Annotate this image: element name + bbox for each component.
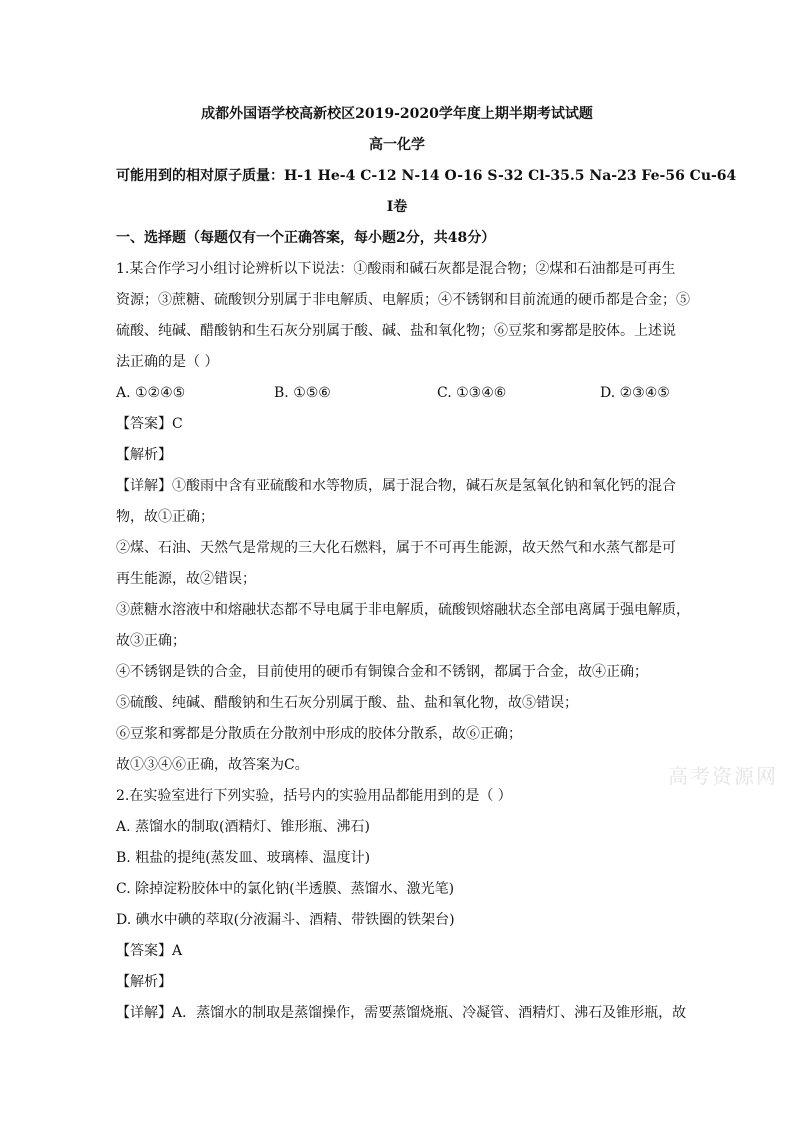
q1-detail-line: ②煤、石油、天然气是常规的三大化石燃料，属于不可再生能源，故天然气和水蒸气都是可 [116, 540, 676, 556]
q1-detail-line: 故③正确； [116, 633, 186, 649]
q1-detail-line: 故①③④⑥正确，故答案为C。 [116, 757, 309, 773]
q1-detail-line: ⑤硫酸、纯碱、醋酸钠和生石灰分别属于酸、盐、盐和氧化物，故⑤错误； [116, 695, 578, 711]
q1-option-b: B. ①⑤⑥ [274, 385, 331, 401]
q1-stem-line: 1.某合作学习小组讨论辨析以下说法：①酸雨和碱石灰都是混合物；②煤和石油都是可再生 [116, 261, 676, 277]
q1-detail-line: ④不锈钢是铁的合金，目前使用的硬币有铜镍合金和不锈钢，都属于合金，故④正确； [116, 664, 648, 680]
q1-option-c: C. ①③④⑥ [437, 385, 507, 401]
q1-analysis-label: 【解析】 [116, 447, 172, 463]
q2-option-d: D. 碘水中碘的萃取(分液漏斗、酒精、带铁圈的铁架台) [116, 912, 455, 928]
section-heading: 一、选择题（每题仅有一个正确答案，每小题2分，共48分） [116, 230, 496, 246]
q2-answer: 【答案】A [116, 943, 183, 959]
q1-stem-line: 硫酸、纯碱、醋酸钠和生石灰分别属于酸、碱、盐和氧化物；⑥豆浆和雾都是胶体。上述说 [116, 323, 676, 339]
atomic-masses: 可能用到的相对原子质量：H-1 He-4 C-12 N-14 O-16 S-32 Cl-35.5 Na-23 Fe-56 Cu-64 [116, 168, 737, 184]
watermark: 高考资源网 [668, 764, 778, 788]
q1-detail-line: ③蔗糖水溶液中和熔融状态都不导电属于非电解质，硫酸钡熔融状态全部电离属于强电解质， [116, 602, 690, 618]
q1-stem-line: 资源；③蔗糖、硫酸钡分别属于非电解质、电解质；④不锈钢和目前流通的硬币都是合金；⑤ [116, 292, 690, 308]
volume-label: I卷 [386, 199, 408, 215]
q1-detail-line: ⑥豆浆和雾都是分散质在分散剂中形成的胶体分散系，故⑥正确； [116, 726, 522, 742]
exam-title: 成都外国语学校高新校区2019-2020学年度上期半期考试试题 [201, 106, 593, 122]
q2-option-c: C. 除掉淀粉胶体中的氯化钠(半透膜、蒸馏水、激光笔) [116, 881, 455, 897]
q2-option-b: B. 粗盐的提纯(蒸发皿、玻璃棒、温度计) [116, 850, 371, 866]
q1-detail-line: 物，故①正确； [116, 509, 214, 525]
q1-detail-line: 【详解】①酸雨中含有亚硫酸和水等物质，属于混合物，碱石灰是氢氧化钠和氧化钙的混合 [116, 478, 676, 494]
subject-title: 高一化学 [369, 137, 425, 153]
q2-detail-line: 【详解】A．蒸馏水的制取是蒸馏操作，需要蒸馏烧瓶、冷凝管、酒精灯、沸石及锥形瓶，故 [116, 1005, 687, 1021]
q2-analysis-label: 【解析】 [116, 974, 172, 990]
q1-option-a: A. ①②④⑤ [116, 385, 186, 401]
q1-option-d: D. ②③④⑤ [600, 385, 670, 401]
q2-stem: 2.在实验室进行下列实验，括号内的实验用品都能用到的是（ ） [116, 788, 512, 804]
q1-detail-line: 再生能源，故②错误； [116, 571, 256, 587]
q2-option-a: A. 蒸馏水的制取(酒精灯、锥形瓶、沸石) [116, 819, 370, 835]
q1-answer: 【答案】C [116, 416, 183, 432]
q1-stem-line: 法正确的是（ ） [116, 354, 219, 370]
